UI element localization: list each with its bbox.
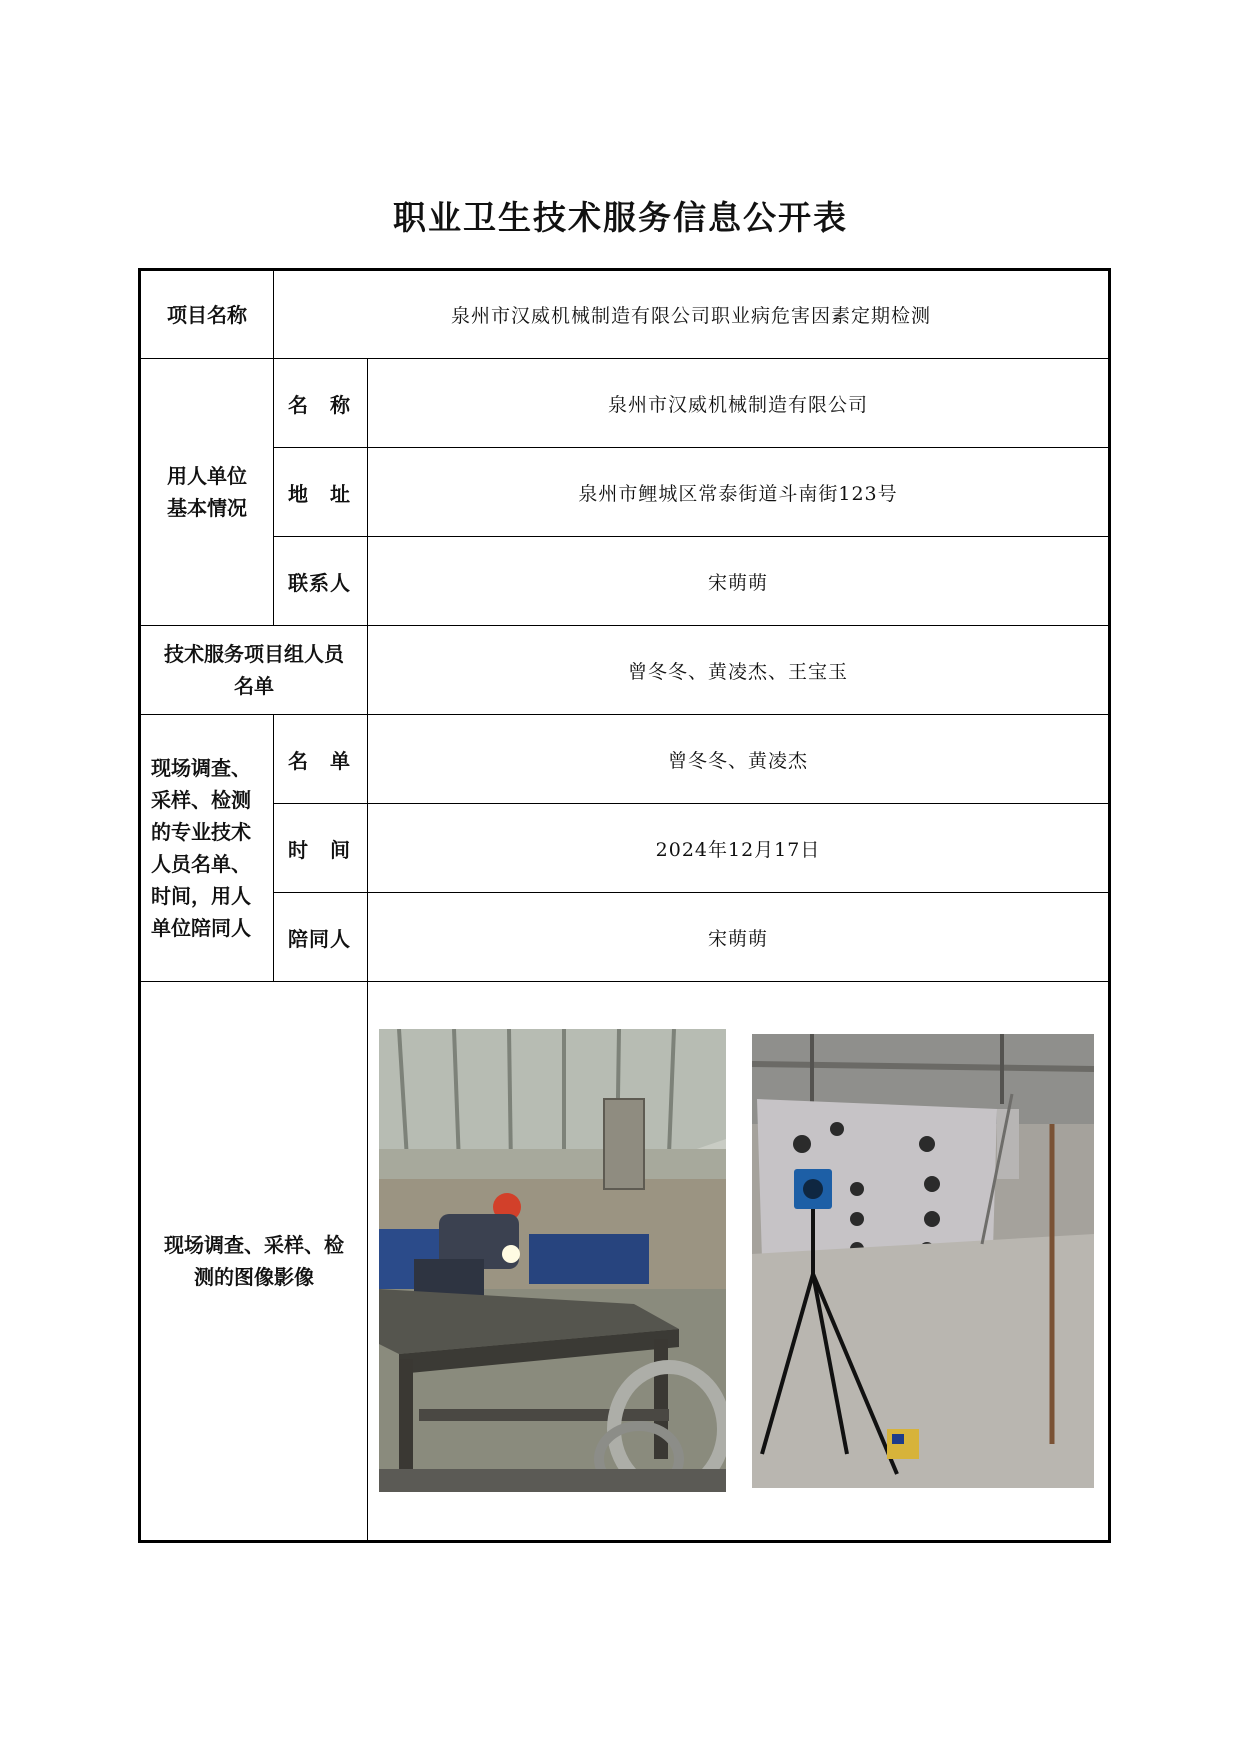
sampling-tripod-photo	[752, 1034, 1094, 1488]
images-label	[140, 982, 368, 1542]
images-cell	[368, 982, 1110, 1542]
page-title: 职业卫生技术服务信息公开表	[393, 198, 848, 237]
photos-container	[368, 982, 1108, 1540]
employer-label-text: 用人单位 基本情况	[167, 464, 247, 520]
field-escort-label: 陪同人	[274, 893, 368, 982]
row-employer-name	[140, 359, 1110, 448]
row-field-time	[140, 804, 1110, 893]
sampling-tripod-image	[752, 1034, 1094, 1488]
team-value: 曾冬冬、黄凌杰、王宝玉	[368, 626, 1110, 715]
field-time-value: 2024年12月17日	[368, 804, 1110, 893]
employer-address-label: 地 址	[274, 448, 368, 537]
field-label-text: 现场调查、 采样、检测 的专业技术 人员名单、 时间，用人 单位陪同人	[151, 756, 251, 940]
field-escort-value: 宋萌萌	[368, 893, 1110, 982]
project-value: 泉州市汉威机械制造有限公司职业病危害因素定期检测	[274, 270, 1110, 359]
row-images	[140, 982, 1110, 1542]
row-field-names	[140, 715, 1110, 804]
row-team	[140, 626, 1110, 715]
images-label-text: 现场调查、采样、检 测的图像影像	[164, 1233, 344, 1289]
employer-contact-label: 联系人	[274, 537, 368, 626]
project-label: 项目名称	[140, 270, 274, 359]
team-label	[140, 626, 368, 715]
field-names-label: 名 单	[274, 715, 368, 804]
employer-name-label: 名 称	[274, 359, 368, 448]
row-employer-contact	[140, 537, 1110, 626]
welding-workshop-image	[379, 1029, 726, 1492]
field-label	[140, 715, 274, 982]
row-project	[140, 270, 1110, 359]
row-field-escort	[140, 893, 1110, 982]
employer-label	[140, 359, 274, 626]
field-time-label: 时 间	[274, 804, 368, 893]
team-label-text: 技术服务项目组人员 名单	[164, 642, 344, 698]
employer-name-value: 泉州市汉威机械制造有限公司	[368, 359, 1110, 448]
employer-contact-value: 宋萌萌	[368, 537, 1110, 626]
info-table	[138, 268, 1111, 1543]
field-names-value: 曾冬冬、黄凌杰	[368, 715, 1110, 804]
employer-address-value: 泉州市鲤城区常泰街道斗南街123号	[368, 448, 1110, 537]
row-employer-address	[140, 448, 1110, 537]
welding-workshop-photo	[379, 1029, 726, 1492]
